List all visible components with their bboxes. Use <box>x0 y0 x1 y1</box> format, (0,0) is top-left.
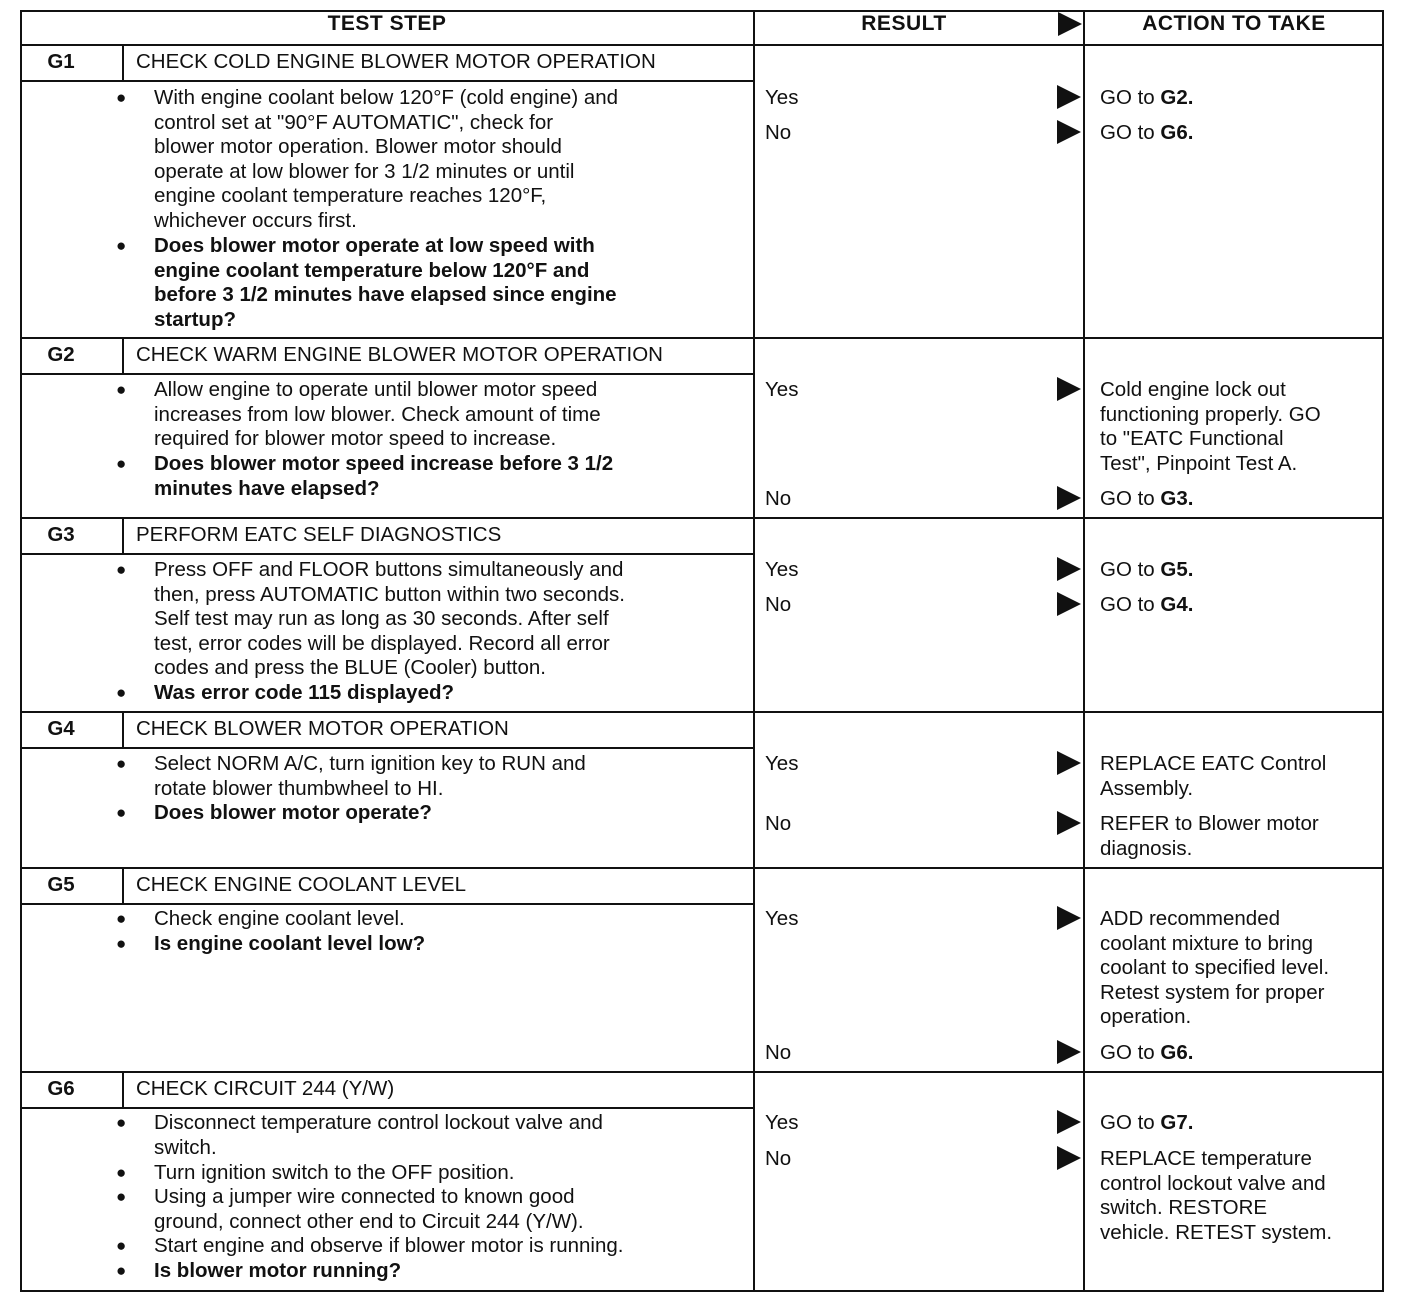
action-line: control lockout valve and <box>1100 1171 1326 1195</box>
id-divider <box>122 867 124 903</box>
bullet-icon: ● <box>116 1236 127 1255</box>
title-divider <box>20 747 753 749</box>
table-border-right <box>1382 10 1384 1290</box>
instruction-line: ground, connect other end to Circuit 244 (Y/W). <box>154 1209 584 1233</box>
table-border-bottom <box>20 1290 1384 1292</box>
action-goto <box>1100 1111 1193 1136</box>
bullet-icon: ● <box>116 88 127 107</box>
step-id: G6 <box>47 1077 75 1100</box>
result-arrow-icon <box>1057 592 1081 616</box>
action-goto <box>1100 86 1193 111</box>
result-label: Yes <box>765 86 799 109</box>
title-divider <box>20 80 753 82</box>
instruction-line: Turn ignition switch to the OFF position. <box>154 1161 515 1184</box>
question-line: Does blower motor speed increase before 3 1/2 <box>154 452 614 475</box>
action-line: coolant mixture to bring <box>1100 931 1314 955</box>
instruction-line: control set at "90°F AUTOMATIC", check for <box>154 110 554 134</box>
instruction-line: then, press AUTOMATIC button within two seconds. <box>154 582 625 606</box>
question-line: Does blower motor operate at low speed with <box>154 234 595 257</box>
instruction-line: required for blower motor speed to increase. <box>154 427 557 451</box>
instruction-line: test, error codes will be displayed. Record all error <box>154 631 610 655</box>
step-id: G4 <box>47 717 75 740</box>
bullet-icon: ● <box>116 236 127 255</box>
action-line: ADD recommended <box>1100 907 1281 930</box>
column-divider-action <box>1083 10 1085 1290</box>
action-prefix: GO to <box>1100 487 1161 510</box>
instruction-line: Self test may run as long as 30 seconds. After self <box>154 607 609 631</box>
action-line: to "EATC Functional <box>1100 427 1284 451</box>
result-label: No <box>765 812 792 835</box>
bullet-icon: ● <box>116 934 127 953</box>
bullet-icon: ● <box>116 1163 127 1182</box>
question-line: Is engine coolant level low? <box>154 932 426 955</box>
action-line: Cold engine lock out <box>1100 378 1286 401</box>
instruction-line: engine coolant temperature reaches 120°F, <box>154 184 547 208</box>
result-label: Yes <box>765 1111 799 1134</box>
action-line: vehicle. RETEST system. <box>1100 1220 1333 1244</box>
instruction-line: codes and press the BLUE (Cooler) button. <box>154 656 546 680</box>
action-step-ref: G7. <box>1160 1111 1194 1134</box>
result-arrow-icon <box>1057 1146 1081 1170</box>
header-action: ACTION TO TAKE <box>1142 12 1326 35</box>
result-label: Yes <box>765 907 799 930</box>
action-step-ref: G6. <box>1160 121 1194 144</box>
instruction-line: With engine coolant below 120°F (cold engine) and <box>154 86 619 109</box>
result-arrow-icon <box>1057 906 1081 930</box>
id-divider <box>122 337 124 373</box>
row-divider <box>20 337 1384 339</box>
row-divider <box>20 517 1384 519</box>
action-prefix: GO to <box>1100 558 1161 581</box>
action-step-ref: G5. <box>1160 558 1194 581</box>
instruction-line: Start engine and observe if blower motor is running. <box>154 1234 624 1257</box>
result-arrow-icon <box>1057 1110 1081 1134</box>
instruction-line: Press OFF and FLOOR buttons simultaneously and <box>154 558 624 581</box>
step-title: CHECK WARM ENGINE BLOWER MOTOR OPERATION <box>136 343 663 366</box>
action-prefix: GO to <box>1100 121 1161 144</box>
instruction-line: Using a jumper wire connected to known good <box>154 1185 575 1208</box>
question-line: before 3 1/2 minutes have elapsed since engine <box>154 283 617 307</box>
step-id: G5 <box>47 873 75 896</box>
result-arrow-icon <box>1057 486 1081 510</box>
result-arrow-icon <box>1057 751 1081 775</box>
bullet-icon: ● <box>116 754 127 773</box>
action-line: Assembly. <box>1100 776 1194 800</box>
question-line: minutes have elapsed? <box>154 476 380 500</box>
instruction-line: operate at low blower for 3 1/2 minutes or until <box>154 159 575 183</box>
result-arrow-icon <box>1057 120 1081 144</box>
instruction-line: Disconnect temperature control lockout valve and <box>154 1111 603 1134</box>
id-divider <box>122 711 124 747</box>
id-divider <box>122 44 124 80</box>
column-divider-result <box>753 10 755 1290</box>
bullet-icon: ● <box>116 803 127 822</box>
bullet-icon: ● <box>116 1261 127 1280</box>
step-title: CHECK ENGINE COOLANT LEVEL <box>136 873 466 896</box>
table-border-top <box>20 10 1384 12</box>
action-goto <box>1100 1041 1193 1066</box>
action-line: REFER to Blower motor <box>1100 812 1319 835</box>
result-label: No <box>765 1147 792 1170</box>
action-step-ref: G2. <box>1160 86 1194 109</box>
action-step-ref: G3. <box>1160 487 1194 510</box>
action-goto <box>1100 558 1193 583</box>
bullet-icon: ● <box>116 380 127 399</box>
result-label: No <box>765 487 792 510</box>
bullet-icon: ● <box>116 1187 127 1206</box>
step-id: G3 <box>47 523 75 546</box>
instruction-line: blower motor operation. Blower motor should <box>154 135 562 159</box>
action-line: diagnosis. <box>1100 836 1193 860</box>
instruction-line: rotate blower thumbwheel to HI. <box>154 776 444 800</box>
instruction-line: Select NORM A/C, turn ignition key to RUN and <box>154 752 586 775</box>
action-goto <box>1100 487 1193 512</box>
action-prefix: GO to <box>1100 593 1161 616</box>
result-arrow-icon <box>1057 1040 1081 1064</box>
step-title: PERFORM EATC SELF DIAGNOSTICS <box>136 523 502 546</box>
row-divider <box>20 711 1384 713</box>
bullet-icon: ● <box>116 683 127 702</box>
action-prefix: GO to <box>1100 86 1161 109</box>
question-line: startup? <box>154 307 236 331</box>
step-title: CHECK BLOWER MOTOR OPERATION <box>136 717 509 740</box>
result-label: Yes <box>765 558 799 581</box>
result-label: No <box>765 593 792 616</box>
header-arrow-icon <box>1058 12 1082 36</box>
step-title: CHECK COLD ENGINE BLOWER MOTOR OPERATION <box>136 50 656 73</box>
id-divider <box>122 1071 124 1107</box>
instruction-line: switch. <box>154 1135 217 1159</box>
result-arrow-icon <box>1057 557 1081 581</box>
action-line: switch. RESTORE <box>1100 1196 1268 1220</box>
result-label: Yes <box>765 378 799 401</box>
question-line: Does blower motor operate? <box>154 801 432 824</box>
bullet-icon: ● <box>116 560 127 579</box>
title-divider <box>20 553 753 555</box>
action-line: REPLACE temperature <box>1100 1147 1312 1170</box>
action-line: coolant to specified level. <box>1100 956 1330 980</box>
bullet-icon: ● <box>116 454 127 473</box>
question-line: engine coolant temperature below 120°F and <box>154 258 590 282</box>
action-line: Retest system for proper <box>1100 980 1325 1004</box>
bullet-icon: ● <box>116 909 127 928</box>
action-prefix: GO to <box>1100 1111 1161 1134</box>
action-step-ref: G4. <box>1160 593 1194 616</box>
result-label: Yes <box>765 752 799 775</box>
result-label: No <box>765 1041 792 1064</box>
row-divider <box>20 1071 1384 1073</box>
result-arrow-icon <box>1057 85 1081 109</box>
header-divider <box>20 44 1384 46</box>
question-line: Is blower motor running? <box>154 1259 402 1282</box>
question-line: Was error code 115 displayed? <box>154 681 455 704</box>
row-divider <box>20 867 1384 869</box>
instruction-line: Check engine coolant level. <box>154 907 405 930</box>
header-result: RESULT <box>861 12 947 35</box>
action-line: REPLACE EATC Control <box>1100 752 1327 775</box>
action-line: operation. <box>1100 1005 1192 1029</box>
header-test-step: TEST STEP <box>327 12 447 35</box>
title-divider <box>20 373 753 375</box>
title-divider <box>20 903 753 905</box>
bullet-icon: ● <box>116 1113 127 1132</box>
step-id: G2 <box>47 343 75 366</box>
action-prefix: GO to <box>1100 1041 1161 1064</box>
step-title: CHECK CIRCUIT 244 (Y/W) <box>136 1077 395 1100</box>
title-divider <box>20 1107 753 1109</box>
instruction-line: increases from low blower. Check amount of time <box>154 402 601 426</box>
instruction-line: whichever occurs first. <box>154 209 357 232</box>
action-goto <box>1100 121 1193 146</box>
id-divider <box>122 517 124 553</box>
action-goto <box>1100 593 1193 618</box>
step-id: G1 <box>47 50 75 73</box>
result-arrow-icon <box>1057 377 1081 401</box>
instruction-line: Allow engine to operate until blower motor speed <box>154 378 598 401</box>
action-line: functioning properly. GO <box>1100 402 1321 426</box>
action-step-ref: G6. <box>1160 1041 1194 1064</box>
action-line: Test", Pinpoint Test A. <box>1100 451 1298 475</box>
result-label: No <box>765 121 792 144</box>
result-arrow-icon <box>1057 811 1081 835</box>
